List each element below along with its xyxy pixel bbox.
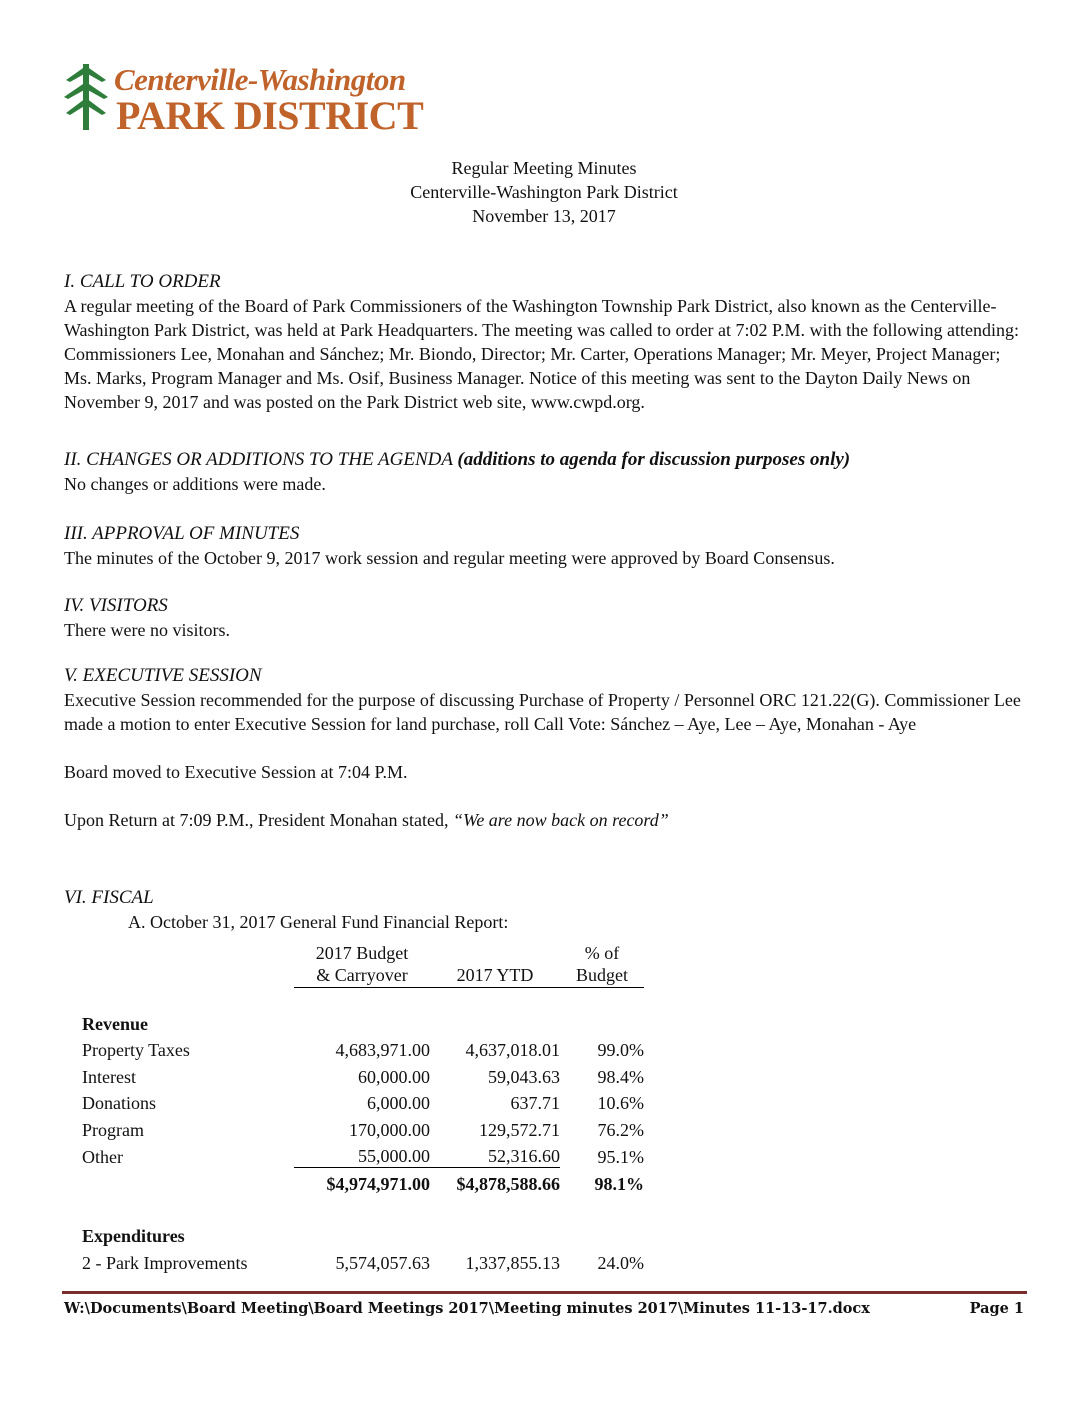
section-text: Upon Return at 7:09 P.M., President Monahan stated, “We are now back on record” xyxy=(64,810,669,830)
table-row: Property Taxes 4,683,971.00 4,637,018.01 99.0% xyxy=(82,1040,644,1060)
section-text: Board moved to Executive Session at 7:04 P.M. xyxy=(64,762,408,782)
section-heading: III. APPROVAL OF MINUTES xyxy=(64,523,300,544)
footer-page-number: Page 1 xyxy=(969,1300,1024,1317)
section-call-to-order xyxy=(64,270,1026,414)
document-title xyxy=(0,156,1088,228)
table-row: Program 170,000.00 129,572.71 76.2% xyxy=(82,1119,644,1140)
table-row xyxy=(82,1221,644,1248)
title-line-3: November 13, 2017 xyxy=(472,206,616,226)
title-line-1: Regular Meeting Minutes xyxy=(451,158,637,178)
table-row xyxy=(82,1008,644,1035)
table-row: 2 - Park Improvements 5,574,057.63 1,337,855.13 24.0% xyxy=(82,1252,644,1273)
section-text: There were no visitors. xyxy=(64,620,230,640)
tree-icon xyxy=(64,64,108,130)
section-heading: IV. VISITORS xyxy=(64,595,168,616)
table-header-row xyxy=(82,942,644,988)
revenue-label: Revenue xyxy=(82,1013,148,1034)
table-row: Other 55,000.00 52,316.60 95.1% xyxy=(82,1141,644,1168)
financial-report-table xyxy=(82,942,644,1274)
section-text: A regular meeting of the Board of Park Commissioners of the Washington Township Park District, also known as the Centerville-Washington Park District, was held at Park Headquarters. The meeting was called to order at 7:02 P.M. with the following attending: Commissioners Lee, Monahan and Sánchez; Mr. Biondo, Director; Mr. Carter, Operations Manager; Mr. Meyer, Project Manager; Ms. Marks, Program Manager and Ms. Osif, Business Manager. Notice of this meeting was sent to the Dayton Daily News on November 9, 2017 and was posted on the Park District web site, www.cwpd.org. xyxy=(64,296,1020,412)
footer-rule xyxy=(62,1291,1027,1294)
table-row: Interest 60,000.00 59,043.63 98.4% xyxy=(82,1066,644,1087)
section-visitors xyxy=(64,594,1026,642)
section-heading: V. EXECUTIVE SESSION xyxy=(64,665,262,686)
section-item: A. October 31, 2017 General Fund Financial Report: xyxy=(128,912,509,932)
column-header-budget: 2017 Budget & Carryover xyxy=(294,942,430,988)
section-text: The minutes of the October 9, 2017 work session and regular meeting were approved by Board Consensus. xyxy=(64,548,835,568)
section-approval-of-minutes xyxy=(64,522,1026,570)
title-line-2: Centerville-Washington Park District xyxy=(410,182,678,202)
page-footer xyxy=(64,1300,1024,1317)
column-header-percent: % of Budget xyxy=(560,942,644,988)
expenditures-label: Expenditures xyxy=(82,1226,185,1246)
section-fiscal xyxy=(64,886,1026,934)
logo-line-2: PARK DISTRICT xyxy=(116,93,424,138)
logo-line-1: Centerville-Washington xyxy=(114,62,406,97)
table-row: Donations 6,000.00 637.71 10.6% xyxy=(82,1093,644,1113)
section-changes xyxy=(64,448,1026,496)
section-heading: I. CALL TO ORDER xyxy=(64,271,221,292)
section-heading: VI. FISCAL xyxy=(64,887,154,908)
section-executive-session xyxy=(64,664,1026,832)
park-district-logo xyxy=(64,62,424,138)
section-text: Executive Session recommended for the purpose of discussing Purchase of Property / Personnel ORC 121.22(G). Commissioner Lee made a motion to enter Executive Session for land purchase, roll Call Vote: Sánchez – Aye, Lee – Aye, Monahan - Aye xyxy=(64,690,1021,734)
footer-file-path: W:\Documents\Board Meeting\Board Meetings 2017\Meeting minutes 2017\Minutes 11-13-17.docx xyxy=(64,1300,870,1317)
section-heading: II. CHANGES OR ADDITIONS TO THE AGENDA (additions to agenda for discussion purposes only) xyxy=(64,449,851,470)
table-row-total: $4,974,971.00 $4,878,588.66 98.1% xyxy=(326,1173,644,1194)
section-text: No changes or additions were made. xyxy=(64,474,326,494)
column-header-ytd: 2017 YTD xyxy=(430,942,560,988)
